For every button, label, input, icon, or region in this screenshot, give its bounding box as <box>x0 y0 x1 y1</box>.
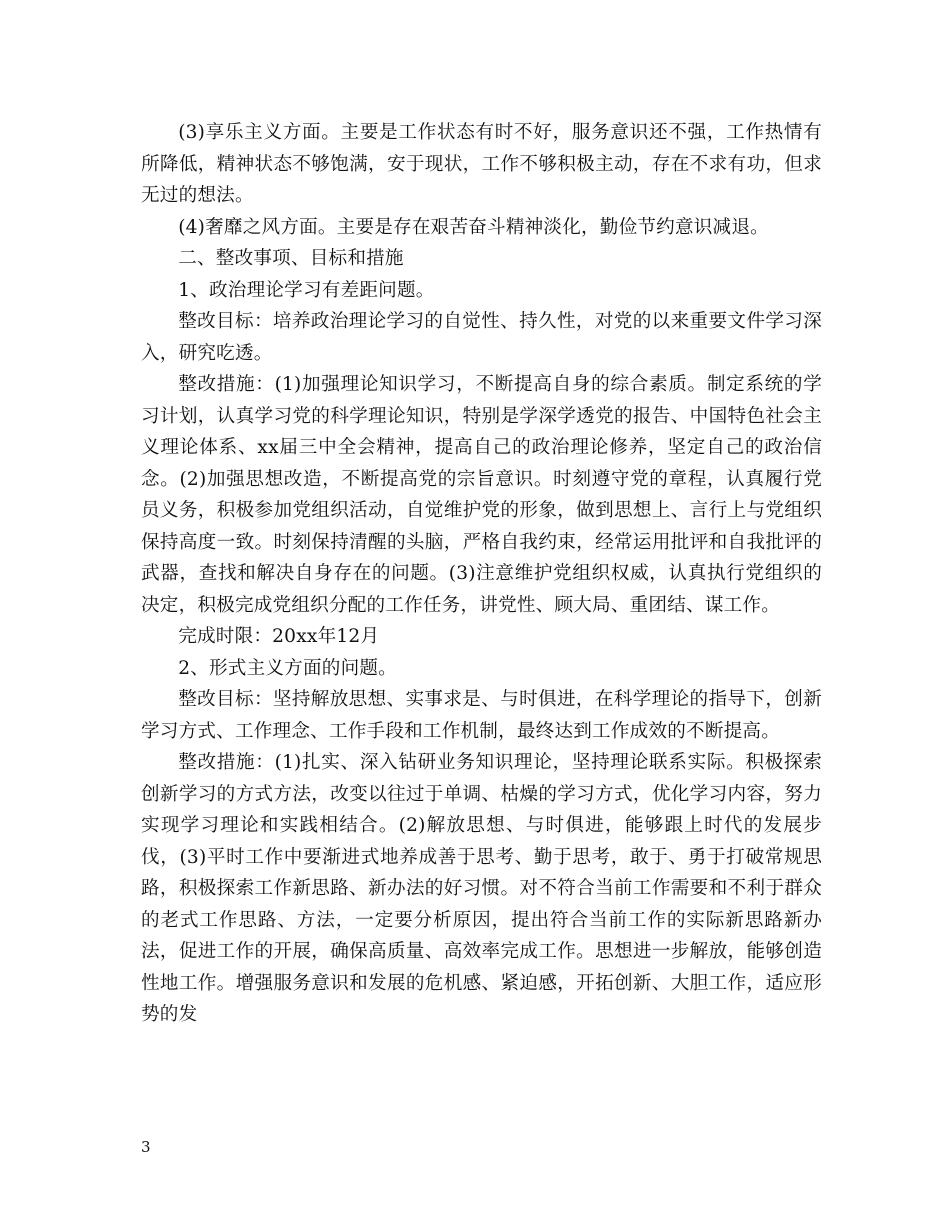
item-heading-formalism: 2、形式主义方面的问题。 <box>178 657 397 679</box>
paragraph-goal-2: 整改目标：坚持解放思想、实事求是、与时俱进，在科学理论的指导下，创新学习方式、工作理念、工作手段和工作机制，最终达到工作成效的不断提高。 <box>141 689 822 742</box>
paragraph-goal-1: 整改目标：培养政治理论学习的自觉性、持久性，对党的以来重要文件学习深入，研究吃透。 <box>141 311 822 364</box>
item-heading-political-study: 1、政治理论学习有差距问题。 <box>178 279 435 301</box>
paragraph-hedonism: (3)享乐主义方面。主要是工作状态有时不好，服务意识还不强，工作热情有所降低，精神状态不够饱满，安于现状，工作不够积极主动，存在不求有功，但求无过的想法。 <box>141 122 822 206</box>
page-number: 3 <box>141 1138 151 1156</box>
paragraph-extravagance: (4)奢靡之风方面。主要是存在艰苦奋斗精神淡化，勤俭节约意识减退。 <box>178 216 769 238</box>
section-heading-rectification: 二、整改事项、目标和措施 <box>178 248 404 269</box>
paragraph-deadline-1: 完成时限：20xx年12月 <box>178 626 380 647</box>
paragraph-measures-1: 整改措施：(1)加强理论知识学习，不断提高自身的综合素质。制定系统的学习计划，认真学习党的科学理论知识，特别是学深学透党的报告、中国特色社会主义理论体系、xx届三中全会精神，提高自己的政治理论修养，坚定自己的政治信念。(2)加强思想改造，不断提高党的宗旨意识。时刻遵守党的章程，认真履行党员义务，积极参加党组织活动，自觉维护党的形象，做到思想上、言行上与党组织保持高度一致。时刻保持清醒的头脑，严格自我约束，经常运用批评和自我批评的武器，查找和解决自身存在的问题。(3)注意维护党组织权威，认真执行党组织的决定，积极完成党组织分配的工作任务，讲党性、顾大局、重团结、谋工作。 <box>141 374 822 616</box>
document-body <box>141 117 822 1031</box>
paragraph-measures-2: 整改措施：(1)扎实、深入钻研业务知识理论，坚持理论联系实际。积极探索创新学习的方式方法，改变以往过于单调、枯燥的学习方式，优化学习内容，努力实现学习理论和实践相结合。(2)解放思想、与时俱进，能够跟上时代的发展步伐，(3)平时工作中要渐进式地养成善于思考、勤于思考，敢于、勇于打破常规思路，积极探索工作新思路、新办法的好习惯。对不符合当前工作需要和不利于群众的老式工作思路、方法，一定要分析原因，提出符合当前工作的实际新思路新办法，促进工作的开展，确保高质量、高效率完成工作。思想进一步解放，能够创造性地工作。增强服务意识和发展的危机感、紧迫感，开拓创新、大胆工作，适应形势的发 <box>141 752 822 1025</box>
